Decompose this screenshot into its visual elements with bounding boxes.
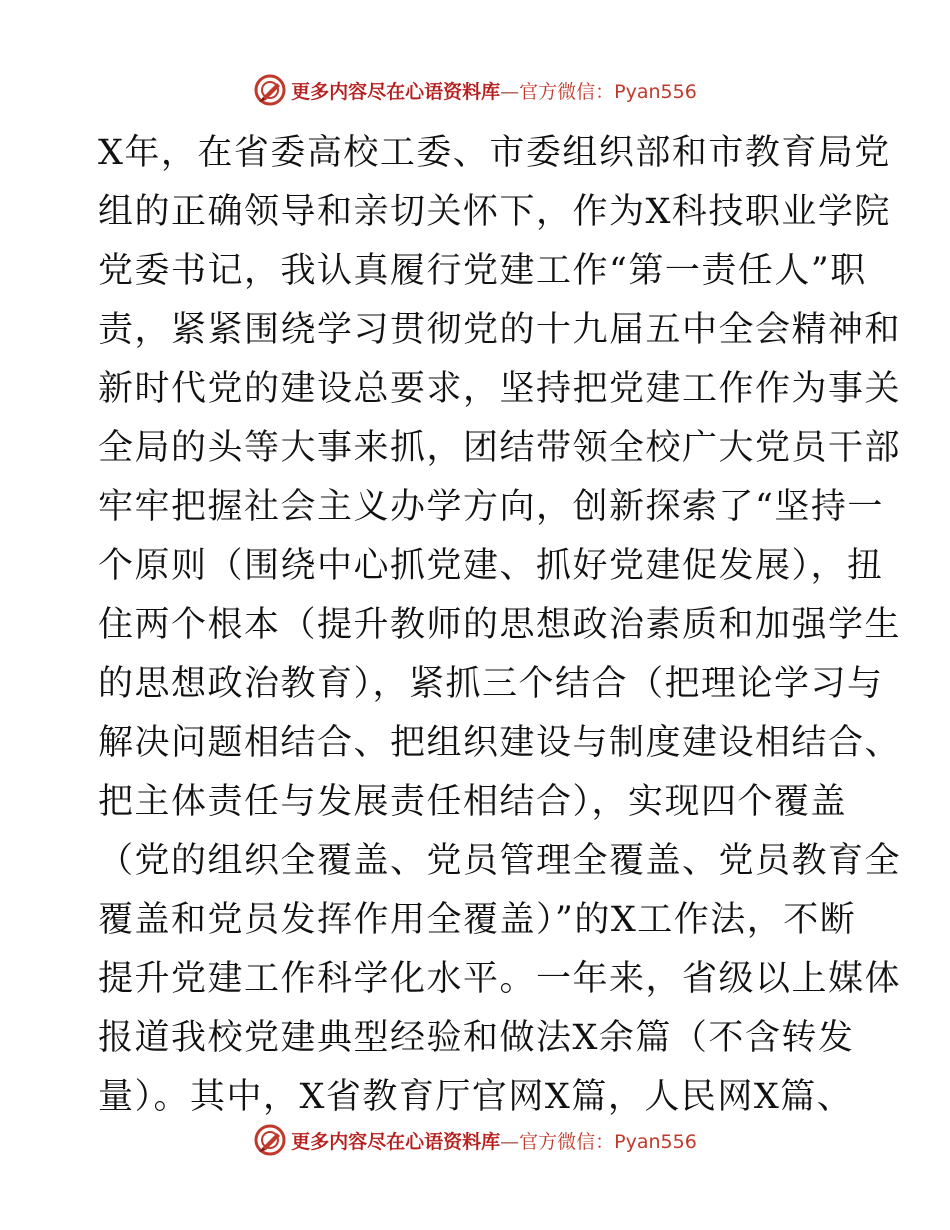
body-line: （党的组织全覆盖、党员管理全覆盖、党员教育全	[98, 841, 902, 881]
body-line: 提升党建工作科学化水平。一年来，省级以上媒体	[98, 959, 902, 999]
header-watermark-banner	[0, 70, 950, 110]
body-line: 的思想政治教育），紧抓三个结合（把理论学习与	[98, 664, 884, 704]
body-line: 住两个根本（提升教师的思想政治素质和加强学生	[98, 605, 902, 645]
body-line: 组的正确领导和亲切关怀下，作为X科技职业学院	[98, 192, 891, 232]
brand-logo-icon	[253, 73, 287, 107]
body-line: 党委书记，我认真履行党建工作“第一责任人”职	[98, 251, 867, 291]
brand-logo-icon	[253, 1123, 287, 1157]
footer-banner-separator: —	[500, 1130, 520, 1153]
body-line: 量）。其中，X省教育厅官网X篇，人民网X篇、	[98, 1077, 854, 1117]
document-body	[98, 124, 902, 1127]
header-banner-separator: —	[500, 80, 520, 103]
body-line: 全局的头等大事来抓，团结带领全校广大党员干部	[98, 428, 902, 468]
footer-banner-sub-text: 官方微信：Pyan556	[519, 1130, 697, 1153]
body-line: 覆盖和党员发挥作用全覆盖）”的X工作法，不断	[98, 900, 857, 940]
header-banner-sub-text: 官方微信：Pyan556	[519, 80, 697, 103]
body-line: X年，在省委高校工委、市委组织部和市教育局党	[98, 133, 891, 173]
footer-banner-main-text: 更多内容尽在心语资料库	[291, 1130, 501, 1153]
body-line: 解决问题相结合、把组织建设与制度建设相结合、	[98, 723, 902, 763]
footer-watermark-banner	[0, 1120, 950, 1160]
body-line: 牢牢把握社会主义办学方向，创新探索了“坚持一	[98, 487, 884, 527]
body-line: 新时代党的建设总要求，坚持把党建工作作为事关	[98, 369, 902, 409]
body-line: 把主体责任与发展责任相结合），实现四个覆盖	[98, 782, 848, 822]
body-line: 个原则（围绕中心抓党建、抓好党建促发展），扭	[98, 546, 884, 586]
body-line: 报道我校党建典型经验和做法X余篇（不含转发	[98, 1018, 855, 1058]
header-banner-main-text: 更多内容尽在心语资料库	[291, 80, 501, 103]
body-line: 责，紧紧围绕学习贯彻党的十九届五中全会精神和	[98, 310, 902, 350]
